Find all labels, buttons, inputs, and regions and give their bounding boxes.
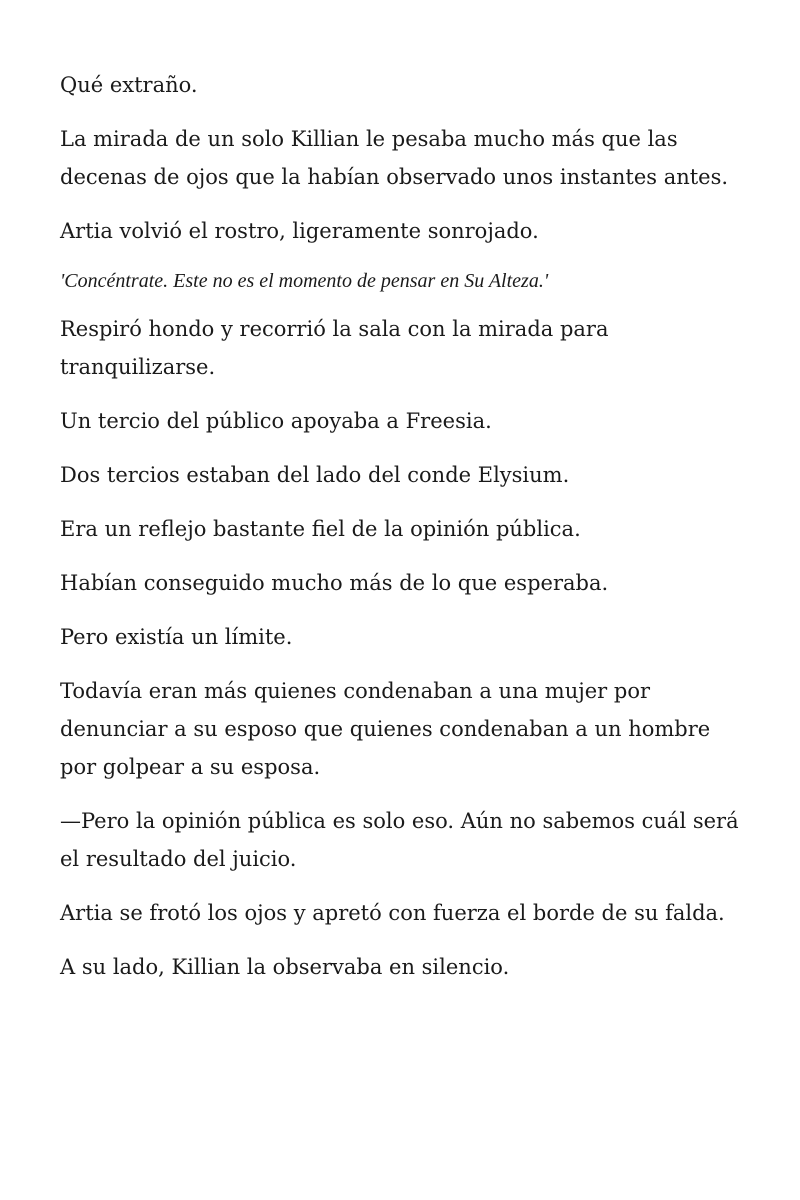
paragraph-12-dialogue: —Pero la opinión pública es solo eso. Aún no sabemos cuál será el resultado del juicio. [60,809,739,871]
paragraph-7: Dos tercios estaban del lado del conde Elysium. [60,463,570,487]
paragraph-4-thought: 'Concéntrate. Este no es el momento de pensar en Su Alteza.' [60,270,549,292]
paragraph-13: Artia se frotó los ojos y apretó con fuerza el borde de su falda. [60,901,725,925]
paragraph-5: Respiró hondo y recorrió la sala con la mirada para tranquilizarse. [60,317,609,379]
paragraph-8: Era un reflejo bastante fiel de la opinión pública. [60,517,581,541]
paragraph-9: Habían conseguido mucho más de lo que esperaba. [60,571,609,595]
paragraph-14: A su lado, Killian la observaba en silencio. [60,955,510,979]
reading-page [60,66,750,1002]
paragraph-10: Pero existía un límite. [60,625,293,649]
paragraph-1: Qué extraño. [60,73,198,97]
paragraph-2: La mirada de un solo Killian le pesaba mucho más que las decenas de ojos que la habían observado unos instantes antes. [60,127,729,189]
paragraph-6: Un tercio del público apoyaba a Freesia. [60,409,492,433]
paragraph-3: Artia volvió el rostro, ligeramente sonrojado. [60,219,539,243]
paragraph-11: Todavía eran más quienes condenaban a una mujer por denunciar a su esposo que quienes condenaban a un hombre por golpear a su esposa. [60,679,711,779]
